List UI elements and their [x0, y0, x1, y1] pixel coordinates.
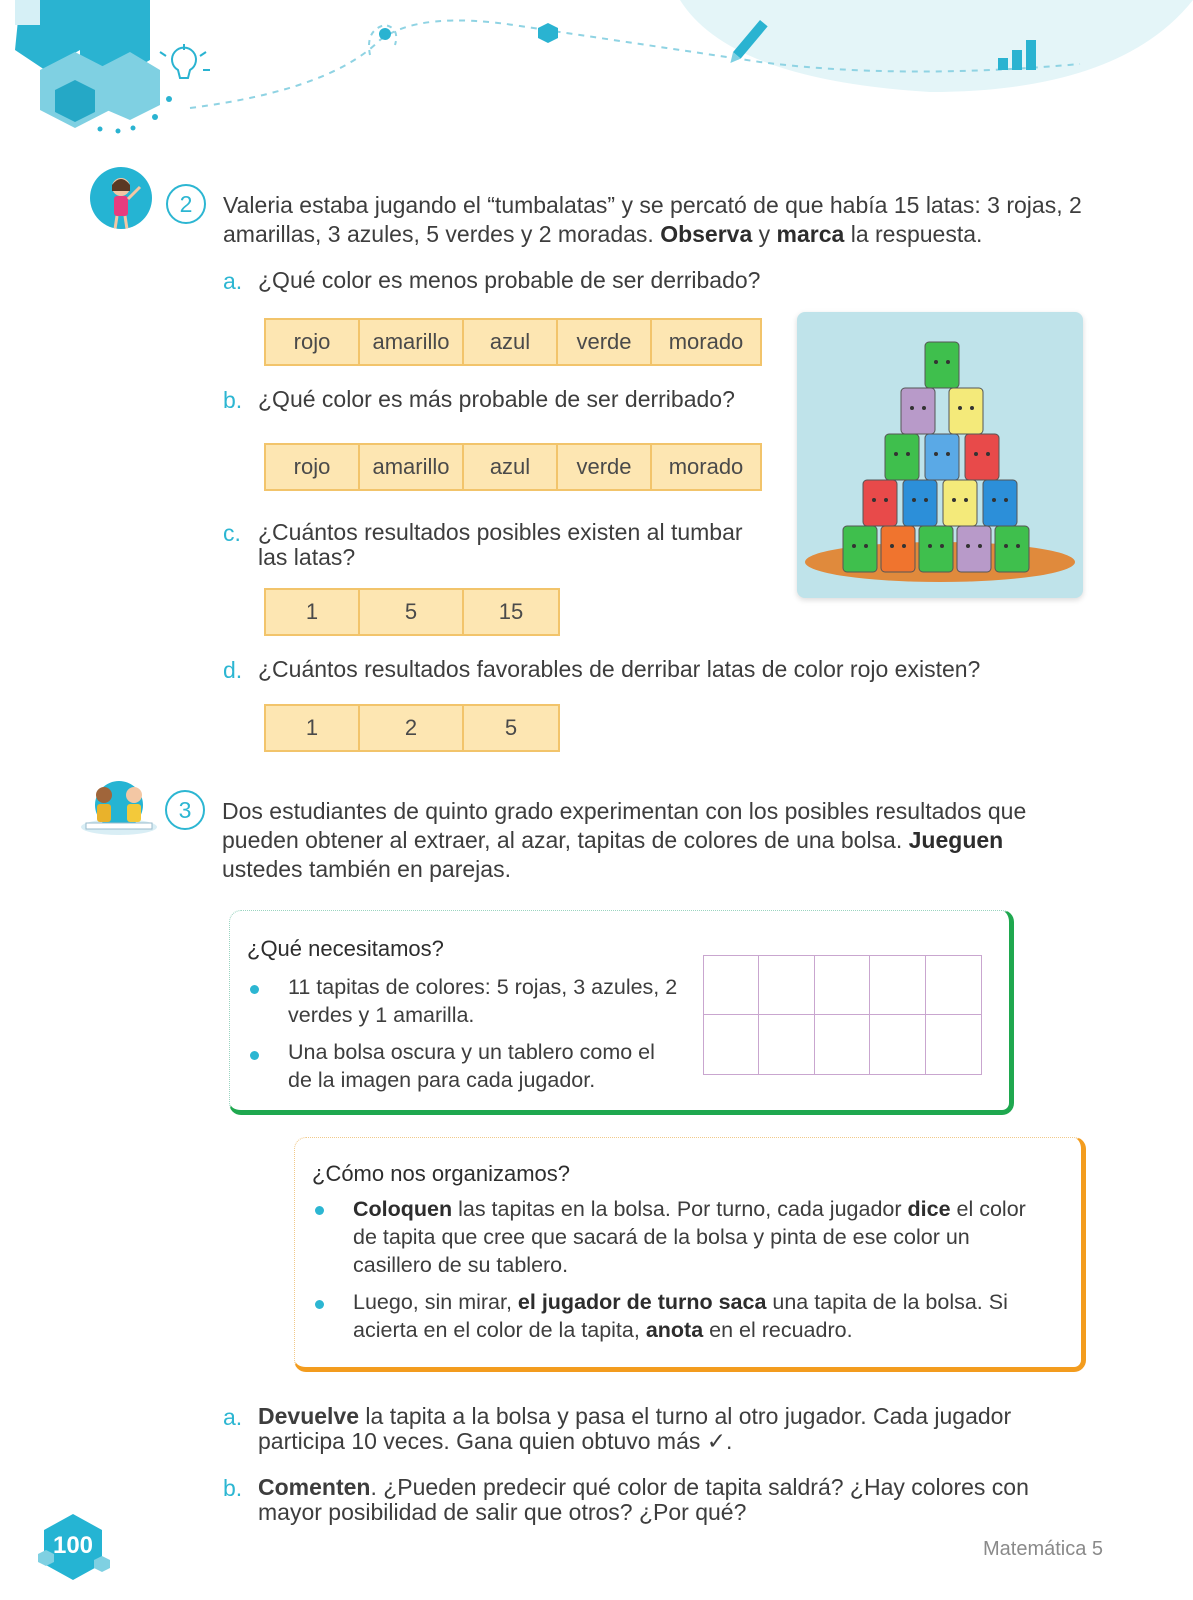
board-cell — [759, 956, 814, 1015]
needs-bullet-2 — [250, 1051, 259, 1060]
page-number: 100 — [52, 1532, 94, 1559]
answer-option[interactable]: 2 — [360, 706, 464, 750]
organize-bullet-2 — [315, 1300, 324, 1309]
needs-bullet-1 — [250, 985, 259, 994]
girl-avatar-icon — [90, 167, 152, 229]
question-a-options — [264, 318, 762, 366]
question-d-letter: d. — [223, 657, 243, 683]
answer-option[interactable]: 1 — [266, 706, 360, 750]
board-cell — [870, 1015, 925, 1074]
answer-option[interactable]: rojo — [266, 320, 360, 364]
answer-option[interactable]: verde — [558, 445, 652, 489]
ex3-question-b-letter: b. — [223, 1475, 243, 1501]
organize-box — [294, 1137, 1086, 1372]
organize-bullet-1 — [315, 1206, 324, 1215]
board-cell — [870, 956, 925, 1015]
board-cell — [926, 1015, 981, 1074]
organize-item-1: Coloquen las tapitas en la bolsa. Por turno, cada jugador dice el color de tapita que cree que sacará de la bolsa y pinta de ese color un casillero de su tablero. — [353, 1197, 1026, 1277]
board-cell — [815, 956, 870, 1015]
board-cell — [815, 1015, 870, 1074]
answer-option[interactable]: azul — [464, 445, 558, 489]
page-number-badge — [36, 1510, 110, 1584]
footer-book-title: Matemática 5 — [983, 1538, 1104, 1560]
question-b-options — [264, 443, 762, 491]
answer-option[interactable]: morado — [668, 329, 744, 354]
question-a-text: ¿Qué color es menos probable de ser derribado? — [258, 267, 761, 293]
question-c-text: ¿Cuántos resultados posibles existen al tumbar las latas? — [258, 519, 743, 570]
ex3-question-b-text: Comenten. ¿Pueden predecir qué color de tapita saldrá? ¿Hay colores con mayor posibilidad de salir que otros? ¿Por qué? — [258, 1474, 1029, 1525]
cans-pyramid-illustration — [797, 312, 1083, 598]
answer-option[interactable]: 5 — [360, 590, 464, 634]
organize-title: ¿Cómo nos organizamos? — [312, 1161, 571, 1186]
question-b-text: ¿Qué color es más probable de ser derribado? — [258, 386, 735, 412]
question-c-letter: c. — [223, 520, 241, 546]
exercise-3-number: 3 — [165, 790, 205, 830]
answer-option[interactable]: morado — [668, 454, 744, 479]
ex3-question-a-letter: a. — [223, 1404, 243, 1430]
header-decoration — [0, 0, 1193, 160]
organize-item-2: Luego, sin mirar, el jugador de turno saca una tapita de la bolsa. Si acierta en el color de la tapita, anota en el recuadro. — [353, 1290, 1008, 1342]
exercise-2-number: 2 — [166, 184, 206, 224]
question-a-letter: a. — [223, 268, 243, 294]
game-board-grid — [703, 955, 982, 1075]
board-cell — [926, 956, 981, 1015]
ex3-question-a-text: Devuelve la tapita a la bolsa y pasa el turno al otro jugador. Cada jugador participa 10 veces. Gana quien obtuvo más ✓. — [258, 1403, 1012, 1454]
exercise-3-intro: Dos estudiantes de quinto grado experimentan con los posibles resultados que pueden obtener al extraer, al azar, tapitas de colores de una bolsa. Jueguen ustedes también en parejas. — [222, 798, 1027, 882]
question-c-options — [264, 588, 560, 636]
students-avatar-icon — [78, 775, 160, 837]
board-cell — [759, 1015, 814, 1074]
needs-item-1: 11 tapitas de colores: 5 rojas, 3 azules, 2 verdes y 1 amarilla. — [288, 975, 678, 1027]
exercise-2-intro: Valeria estaba jugando el “tumbalatas” y se percató de que había 15 latas: 3 rojas, 2 amarillas, 3 azules, 5 verdes y 2 moradas. Observa y marca la respuesta. — [223, 192, 1082, 247]
board-cell — [704, 1015, 759, 1074]
answer-option[interactable]: amarillo — [360, 445, 464, 489]
needs-title: ¿Qué necesitamos? — [247, 936, 444, 961]
answer-option[interactable]: 15 — [498, 599, 524, 624]
question-d-text: ¿Cuántos resultados favorables de derribar latas de color rojo existen? — [258, 656, 981, 682]
answer-option[interactable]: amarillo — [360, 320, 464, 364]
answer-option[interactable]: 1 — [266, 590, 360, 634]
answer-option[interactable]: verde — [558, 320, 652, 364]
needs-item-2: Una bolsa oscura y un tablero como el de la imagen para cada jugador. — [288, 1040, 655, 1092]
answer-option[interactable]: rojo — [266, 445, 360, 489]
question-d-options — [264, 704, 560, 752]
answer-option[interactable]: 5 — [504, 715, 518, 740]
answer-option[interactable]: azul — [464, 320, 558, 364]
question-b-letter: b. — [223, 387, 243, 413]
board-cell — [704, 956, 759, 1015]
